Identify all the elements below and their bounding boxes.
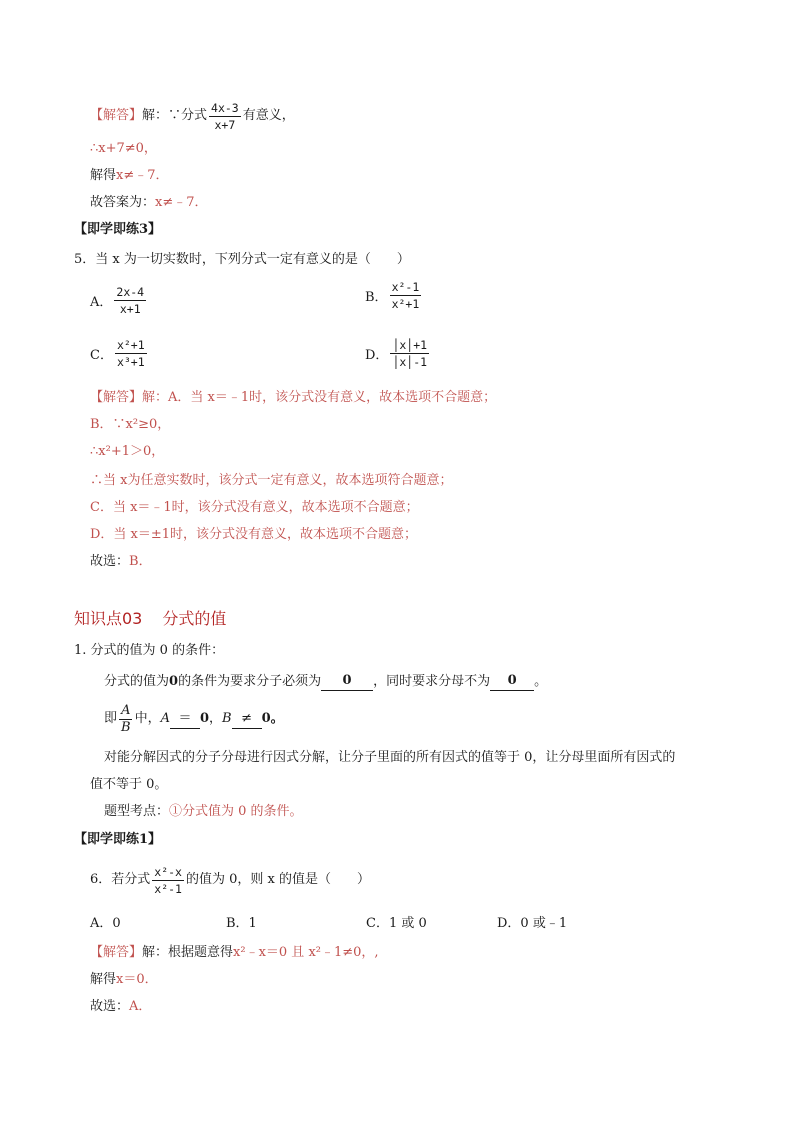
q5-answer-line-5: C．当 x＝﹣1时，该分式没有意义，故本选项不合题意； bbox=[90, 500, 419, 515]
option-d-fraction: $\frac{│x│+1}{│x│-1}$ bbox=[392, 338, 428, 369]
q6-option-c: C．1 或 0 bbox=[366, 916, 427, 931]
q5-answer-line-2: B．∵x²≥0， bbox=[90, 417, 171, 432]
point-1-title: 1. 分式的值为 0 的条件： bbox=[74, 643, 225, 658]
answer-line-1: 【解答】 解：∵分式 $\frac{4x-3}{x+7}$ 有意义， bbox=[90, 100, 295, 132]
q6-answer-line-3: 故选： A． bbox=[90, 999, 152, 1014]
key-point: 题型考点： ①分式值为 0 的条件。 bbox=[104, 804, 303, 819]
option-a-fraction: $\frac{2x-4}{x+1}$ bbox=[116, 285, 145, 316]
option-c-fraction: $\frac{\text{x²+1}}{\text{x³+1}}$ bbox=[116, 338, 145, 369]
question-5-stem: 5．当 x 为一切实数时，下列分式一定有意义的是（ ） bbox=[74, 252, 410, 267]
option-c: C． $\frac{\text{x²+1}}{\text{x³+1}}$ bbox=[90, 338, 145, 369]
fraction-q6: $\frac{\text{x²-x}}{\text{x²-1}}$ bbox=[154, 864, 182, 896]
fraction-a-over-b: $\frac{A}{B}$ bbox=[121, 702, 131, 735]
answer-line-4: 故答案为： x≠﹣7． bbox=[90, 195, 208, 210]
q5-answer-line-1: 【解答】 解：A．当 x＝﹣1时，该分式没有意义，故本选项不合题意； bbox=[90, 390, 497, 405]
q5-answer-line-3: ∴x²+1＞0， bbox=[90, 444, 165, 459]
point-1-explanation-cont: 值不等于 0。 bbox=[90, 777, 168, 792]
point-1-formula: 即 $\frac{A}{B}$ 中， A ＝ 0 ， B ≠ 0。 bbox=[104, 702, 284, 735]
answer-text: 解：∵分式 bbox=[142, 108, 208, 123]
fraction-4x-3-over-x+7: $\frac{4x-3}{x+7}$ bbox=[211, 100, 239, 132]
answer-line-3: 解得 x≠﹣7． bbox=[90, 168, 169, 183]
answer-line-2: ∴x+7≠0， bbox=[90, 141, 157, 156]
q5-answer-line-6: D．当 x＝±1时，该分式没有意义，故本选项不合题意； bbox=[90, 527, 418, 542]
q6-option-d: D．0 或﹣1 bbox=[497, 916, 568, 931]
option-a: A． $\frac{2x-4}{x+1}$ bbox=[90, 285, 145, 316]
practice-3-label: 【即学即练3】 bbox=[74, 222, 162, 237]
blank-numerator: 0 bbox=[321, 672, 373, 691]
section-heading: 知识点03 分式的值 bbox=[74, 609, 227, 628]
blank-not-equals: ≠ bbox=[232, 710, 262, 729]
option-b: B． $\frac{\text{x²-1}}{\text{x²+1}}$ bbox=[365, 280, 420, 311]
q5-conclusion: 故选： B． bbox=[90, 554, 152, 569]
answer-tag: 【解答】 bbox=[90, 108, 143, 123]
question-6-stem: 6．若分式 $\frac{\text{x²-x}}{\text{x²-1}}$ 的值为 0，则 x 的值是（ ） bbox=[90, 864, 370, 896]
blank-equals: ＝ bbox=[170, 710, 200, 729]
point-1-rule: 分式的值为 0 的条件为要求分子必须为 0 ，同时要求分母不为 0 。 bbox=[104, 672, 547, 691]
point-1-explanation: 对能分解因式的分子分母进行因式分解，让分子里面的所有因式的值等于 0，让分母里面所有因式的 bbox=[104, 750, 676, 765]
option-d: D． $\frac{│x│+1}{│x│-1}$ bbox=[365, 338, 428, 369]
q5-answer-line-4: ∴当 x为任意实数时，该分式一定有意义，故本选项符合题意； bbox=[90, 473, 453, 488]
q6-answer-line-2: 解得 x＝0． bbox=[90, 972, 158, 987]
q6-answer-line-1: 【解答】 解：根据题意得 x²﹣x＝0 且 x²﹣1≠0，, bbox=[90, 945, 379, 960]
q6-option-a: A．0 bbox=[90, 916, 121, 931]
blank-denominator: 0 bbox=[490, 672, 534, 691]
option-b-fraction: $\frac{\text{x²-1}}{\text{x²+1}}$ bbox=[391, 280, 420, 311]
q6-option-b: B．1 bbox=[226, 916, 257, 931]
practice-1-label: 【即学即练1】 bbox=[74, 832, 162, 847]
